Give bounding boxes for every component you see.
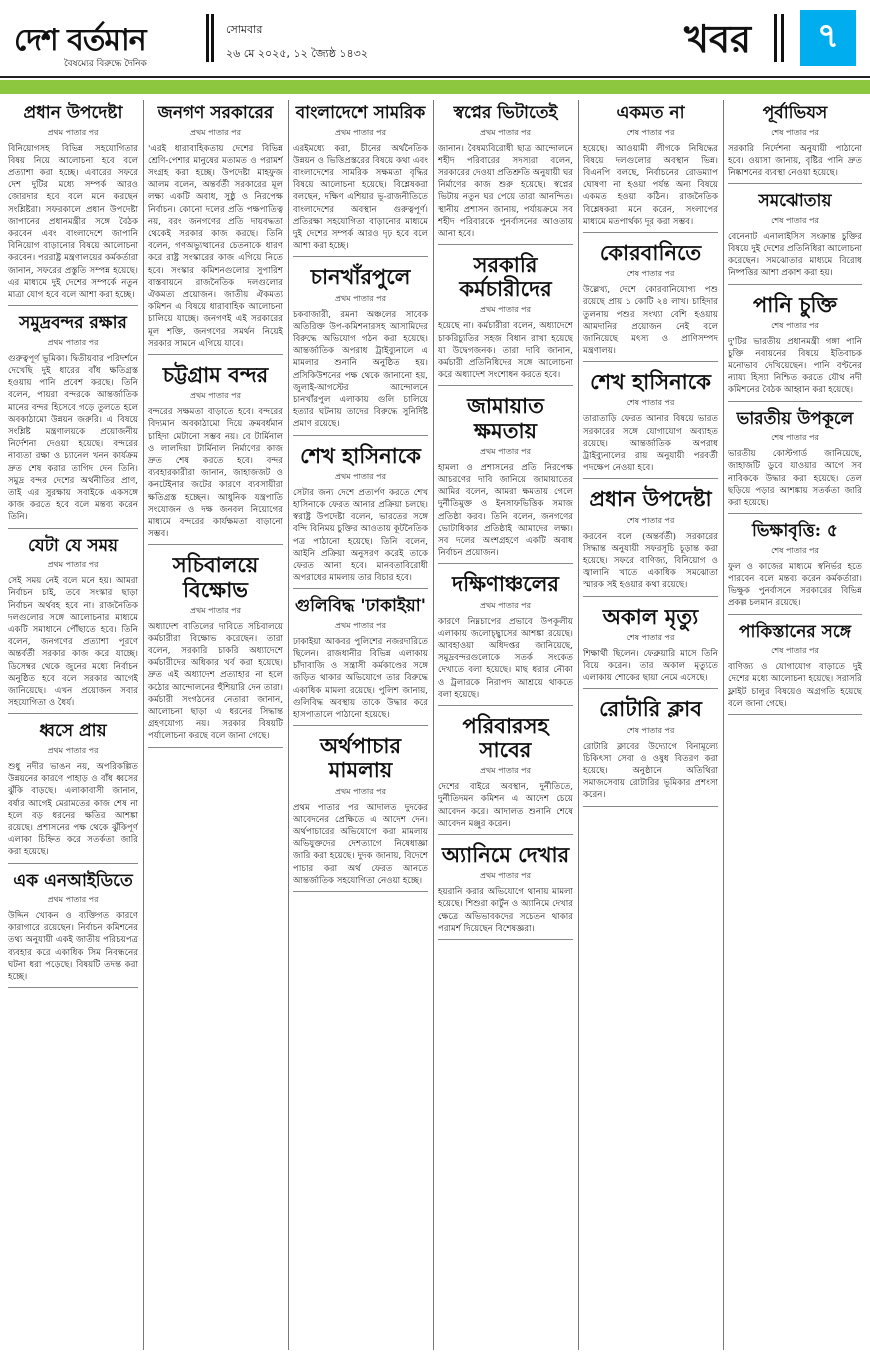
story-continuation-note: প্রথম পাতার পর (47, 127, 99, 137)
story-continuation-note: প্রথম পাতার পর (335, 471, 386, 481)
story-body: জানান। বৈষম্যবিরোধী ছাত্র আন্দোলনে শহীদ পরিবারের সদস্যরা বলেন, সরকারের দেওয়া প্রতিশ্রুতি অনুযায়ী ঘর নির্মাণের কাজ শুরু হয়েছে। স্বপ্নের ভিটায় নতুন ঘর পেয়ে তারা আনন্দিত। স্থানীয় প্রশাসন জানায়, পর্যায়ক্রমে সব শহীদ পরিবারকে পুনর্বাসনের আওতায় আনা হবে। (438, 143, 573, 239)
story-body: দু'টির ভারতীয় প্রধানমন্ত্রী গঙ্গা পানি চুক্তি নবায়নের বিষয়ে ইতিবাচক মনোভাব দেখিয়েছেন। পানি বণ্টনের ন্যায্য হিস্যা নিশ্চিত করতে যৌথ নদী কমিশনের বৈঠক আহ্বান করা হয়েছে। (728, 336, 862, 396)
story-headline[interactable]: জনগণ সরকারের (157, 103, 274, 123)
story-body: রোটারি ক্লাবের উদ্যোগে বিনামূল্যে চিকিৎসা সেবা ও ওষুধ বিতরণ করা হয়েছে। অনুষ্ঠানে অতিথিরা সমাজসেবায় রোটারির ভূমিকার প্রশংসা করেন। (583, 741, 718, 801)
column-1 (8, 102, 138, 1347)
news-story (148, 551, 283, 747)
story-divider (728, 614, 862, 615)
story-divider (728, 513, 862, 514)
news-story (438, 251, 573, 386)
news-story (293, 732, 428, 892)
story-continuation-note: শেষ পাতার পর (771, 215, 819, 225)
story-continuation-note: শেষ পাতার পর (626, 632, 675, 642)
story-divider (728, 284, 862, 285)
column-divider (433, 100, 434, 1350)
story-headline[interactable]: অর্থপাচার মামলায় (319, 733, 402, 783)
story-body: অধ্যাদেশ বাতিলের দাবিতে সচিবালয়ে কর্মচারীরা বিক্ষোভ করেছেন। তারা বলেন, সরকারি চাকরি অধ্যাদেশে কর্মচারীদের অধিকার খর্ব করা হয়েছে। দ্রুত এই অধ্যাদেশ প্রত্যাহার না হলে কঠোর আন্দোলনের হুঁশিয়ারি দেন তারা। কর্মচারী সংগঠনের নেতারা জানান, আলোচনা ছাড়া এ ধরনের সিদ্ধান্ত গ্রহণযোগ্য নয়। সরকার বিষয়টি পর্যালোচনা করছে বলে জানা গেছে। (148, 621, 283, 742)
section-title: খবর (684, 16, 752, 61)
story-body: উল্লেখ্য, দেশে কোরবানিযোগ্য পশু রয়েছে প্রায় ১ কোটি ২৪ লাখ। চাহিদার তুলনায় পশুর সংখ্যা বেশি হওয়ায় আমদানির প্রয়োজন নেই বলে জানিয়েছে মৎস্য ও প্রাণিসম্পদ মন্ত্রণালয়। (583, 285, 718, 357)
story-divider (438, 385, 573, 386)
story-headline[interactable]: পরিবারসহ সাবের (462, 712, 549, 763)
story-body: বিনিয়োগসহ বিভিন্ন সহযোগিতার বিষয় নিয়ে আলোচনা হবে বলে প্রত্যাশা করা হচ্ছে। এবারের সফরে দেশ দুটির মধ্যে সম্পর্ক আরও জোরদার হবে বলে মনে করছেন সংশ্লিষ্টরা। সফরকালে প্রধান উপদেষ্টা জাপানের প্রধানমন্ত্রীর সঙ্গে বৈঠক করবেন এবং বাংলাদেশে জাপানি বিনিয়োগ বাড়ানোর বিষয়ে আলোচনা করবেন। পররাষ্ট্র মন্ত্রণালয়ের কর্মকর্তারা জানান, সফরের প্রস্তুতি সম্পন্ন হয়েছে। এর মাধ্যমে দুই দেশের সম্পর্কে নতুন মাত্রা যোগ হবে বলে আশা করা হচ্ছে। (8, 143, 138, 300)
story-body: সেই সময় নেই বলে মনে হয়। আমরা নির্বাচন চাই, তবে সংস্কার ছাড়া নির্বাচন অর্থবহ হবে না। রাজনৈতিক দলগুলোর সঙ্গে আলোচনার মাধ্যমে একটি সমাধানে পৌঁছাতে হবে। তিনি বলেন, জনগণের প্রত্যাশা পূরণে অন্তর্বর্তী সরকার কাজ করে যাচ্ছে। ডিসেম্বর থেকে জুনের মধ্যে নির্বাচন অনুষ্ঠিত হবে বলে সরকার আগেই জানিয়েছে। এখন প্রয়োজন সবার সহযোগিতা ও ধৈর্য। (8, 576, 138, 709)
day-label: সোমবার (226, 23, 263, 36)
separator-bars (206, 14, 214, 62)
story-divider (583, 806, 718, 807)
story-continuation-note: শেষ পাতার পর (771, 646, 819, 656)
story-divider (8, 528, 138, 529)
news-story (438, 392, 573, 564)
logo-text: দেশ বর্তমান (14, 23, 146, 58)
story-divider (728, 401, 862, 402)
story-body: উদ্দিন খোকন ও ব্যক্তিগত কারণে কারাগারে রয়েছেন। নির্বাচন কমিশনের তথ্য অনুযায়ী একই জাতীয় পরিচয়পত্র ব্যবহার করে একাধিক সিম নিবন্ধনের ঘটনা ধরা পড়েছে। বিষয়টি তদন্ত করা হচ্ছে। (8, 911, 138, 983)
story-continuation-note: প্রথম পাতার পর (47, 745, 99, 755)
story-body: গুরুত্বপূর্ণ ভূমিকা। দ্বিতীয়বার পরিদর্শনে দেখেছি দুই ধারের বাঁধ ক্ষতিগ্রস্ত হওয়ায় পানি প্রবেশ করছে। তিনি বলেন, পায়রা বন্দরকে আন্তর্জাতিক মানের বন্দর হিসেবে গড়ে তুলতে হলে অবকাঠামো উন্নয়ন জরুরি। এ বিষয়ে সংশ্লিষ্ট মন্ত্রণালয়কে প্রয়োজনীয় নির্দেশনা দেওয়া হয়েছে। বন্দরের নাব্যতা রক্ষা ও চ্যানেল খনন কার্যক্রম দ্রুত শেষ করার তাগিদ দেন তিনি। সমুদ্র বন্দর দেশের অর্থনীতির প্রাণ, তাই এর সুরক্ষায় সবাইকে একসঙ্গে কাজ করতে হবে বলে মন্তব্য করেন তিনি। (8, 353, 138, 523)
story-headline[interactable]: ভারতীয় উপকূলে (736, 408, 854, 429)
column-6 (728, 102, 862, 1347)
story-continuation-note: প্রথম পাতার পর (190, 391, 241, 401)
story-divider (293, 891, 428, 892)
story-divider (583, 596, 718, 597)
story-body: শুধু নদীর ভাঙন নয়, অপরিকল্পিত উন্নয়নের কারণে পাহাড় ও বাঁধ ধ্বসের ঝুঁকি বাড়ছে। এলাকাবাসী জানান, বর্ষার আগেই মেরামতের কাজ শেষ না হলে বড় ধরনের ক্ষতির আশঙ্কা রয়েছে। প্রশাসনের পক্ষ থেকে ঝুঁকিপূর্ণ এলাকা চিহ্নিত করে সতর্কতা জারি করা হয়েছে। (8, 761, 138, 858)
story-divider (8, 713, 138, 714)
story-body: হয়েছে। আওয়ামী লীগকে নিষিদ্ধের বিষয়ে দলগুলোর অবস্থান ভিন্ন। বিএনপি বলছে, নির্বাচনের রোডম্যাপ ঘোষণা না হওয়া পর্যন্ত অন্য বিষয়ে একমত হওয়া কঠিন। রাজনৈতিক বিশ্লেষকরা মনে করেন, সংলাপের মাধ্যমে মতপার্থক্য দূর করা সম্ভব। (583, 143, 718, 227)
page-number-badge: ৭ (800, 10, 856, 66)
story-body: কারণে নিম্নচাপের প্রভাবে উপকূলীয় এলাকায় জলোচ্ছ্বাসের আশঙ্কা রয়েছে। আবহাওয়া অধিদপ্তর জানিয়েছে, সমুদ্রবন্দরগুলোকে সতর্ক সংকেত দেখাতে বলা হয়েছে। মাছ ধরার নৌকা ও ট্রলারকে নিরাপদ আশ্রয়ে থাকতে বলা হয়েছে। (438, 616, 573, 700)
story-headline[interactable]: পূর্বাভিযস (762, 103, 828, 123)
column-divider (723, 100, 724, 1350)
story-body: বেনেনাট এনালাইসিস সংক্রান্ত চুক্তির বিষয়ে দুই দেশের প্রতিনিধিরা আলোচনা করেছেন। সমঝোতার মাধ্যমে বিরোধ নিষ্পত্তির আশা প্রকাশ করা হয়। (728, 231, 862, 279)
logo-tagline: বৈষম্যের বিরুদ্ধে দৈনিক (64, 59, 147, 69)
story-headline[interactable]: সচিবালয়ে বিক্ষোভ (172, 552, 259, 602)
masthead (0, 0, 870, 78)
story-continuation-note: প্রথম পাতার পর (190, 127, 241, 137)
story-headline[interactable]: সমঝোতায় (758, 191, 832, 212)
story-continuation-note: প্রথম পাতার পর (335, 293, 386, 303)
story-headline[interactable]: চট্টগ্রাম বন্দর (162, 362, 269, 387)
story-divider (583, 361, 718, 362)
news-story (293, 442, 428, 590)
story-headline[interactable]: যেটা যে সময় (27, 535, 119, 556)
story-body: ভারতীয় কোস্টগার্ড জানিয়েছে, জাহাজটি ডুবে যাওয়ার আগে সব নাবিককে উদ্ধার করা হয়েছে। তেল ছড়িয়ে পড়ার আশঙ্কায় সতর্কতা জারি করা হয়েছে। (728, 449, 862, 509)
story-divider (8, 305, 138, 306)
story-body: 'এরই ধারাবাহিকতায় দেশের বিভিন্ন শ্রেণি-পেশার মানুষের মতামত ও পরামর্শ সংগ্রহ করা হচ্ছে। উপদেষ্টা মাহফুজ আলম বলেন, অন্তর্বর্তী সরকারের মূল লক্ষ্য একটি অবাধ, সুষ্ঠু ও নিরপেক্ষ নির্বাচন। কোনো দলের প্রতি পক্ষপাতিত্ব নয়, বরং জনগণের প্রতি দায়বদ্ধতা থেকেই সরকার কাজ করছে। তিনি বলেন, গণঅভ্যুত্থানের চেতনাকে ধারণ করে রাষ্ট্র সংস্কারের কাজ এগিয়ে নিতে হবে। সংস্কার কমিশনগুলোর সুপারিশ বাস্তবায়নে রাজনৈতিক দলগুলোর ঐকমত্য প্রয়োজন। জাতীয় ঐকমত্য কমিশন এ বিষয়ে ধারাবাহিক আলোচনা চালিয়ে যাচ্ছে। জনগণই এই সরকারের মূল শক্তি, জনগণের সমর্থন নিয়েই সরকার সামনে এগিয়ে যাবে। (148, 143, 283, 349)
story-continuation-note: শেষ পাতার পর (626, 398, 675, 408)
story-body: তারাতাড়ি ফেরত আনার বিষয়ে ভারত সরকারের সঙ্গে যোগাযোগ অব্যাহত রয়েছে। আন্তর্জাতিক অপরাধ ট্রাইব্যুনালের রায় অনুযায়ী পরবর্তী পদক্ষেপ নেওয়া হবে। (583, 414, 718, 474)
story-continuation-note: প্রথম পাতার পর (335, 127, 386, 137)
news-story (728, 621, 862, 715)
story-headline[interactable]: কোরবানিতে (599, 239, 702, 265)
column-2 (148, 102, 283, 1347)
story-continuation-note: প্রথম পাতার পর (480, 305, 531, 315)
news-story (438, 841, 573, 940)
story-divider (583, 478, 718, 479)
story-divider (148, 354, 283, 355)
date-label: ২৬ মে ২০২৫, ১২ জ্যৈষ্ঠ ১৪৩২ (226, 47, 368, 60)
story-divider (438, 244, 573, 245)
news-story (8, 870, 138, 989)
story-headline[interactable]: সরকারি কর্মচারীদের (459, 252, 552, 302)
news-story (728, 291, 862, 402)
story-continuation-note: প্রথম পাতার পর (47, 895, 99, 905)
news-story (728, 190, 862, 284)
column-divider (143, 100, 144, 1350)
story-body: চকবাজারী, রমনা অঞ্চলের সাবেক অতিরিক্ত উপ-কমিশনারসহ আসামিদের বিরুদ্ধে অভিযোগ গঠন করা হয়েছে। আন্তর্জাতিক অপরাধ ট্রাইব্যুনালে এ মামলার শুনানি অনুষ্ঠিত হয়। প্রসিকিউশনের পক্ষ থেকে জানানো হয়, জুলাই-আগস্টের আন্দোলনে চানখাঁরপুল এলাকায় গুলি চালিয়ে হত্যার ঘটনায় তাদের বিরুদ্ধে সুনির্দিষ্ট প্রমাণ রয়েছে। (293, 309, 428, 430)
column-divider (578, 100, 579, 1350)
story-headline[interactable]: স্বপ্নের ভিটাতেই (453, 103, 558, 123)
news-story (583, 239, 718, 362)
story-body: বাণিজ্য ও যোগাযোগ বাড়াতে দুই দেশের মধ্যে আলোচনা হয়েছে। সরাসরি ফ্লাইট চালুর বিষয়েও অগ্রগতি হয়েছে বলে জানা গেছে। (728, 662, 862, 709)
news-story (583, 485, 718, 596)
news-story (583, 368, 718, 479)
story-divider (728, 183, 862, 184)
story-divider (293, 588, 428, 589)
story-divider (583, 232, 718, 233)
news-story (438, 102, 573, 245)
story-continuation-note: শেষ পাতার পর (771, 320, 819, 330)
news-story (8, 720, 138, 863)
story-body: এরইমধ্যে করা, চীনের অর্থনৈতিক উন্নয়ন ও ভিত্তিপ্রস্তরের বিষয়ে কথা এবং বাংলাদেশের সামরিক সক্ষমতা বৃদ্ধির বিষয়ে আলোচনা হয়েছে। বিশ্লেষকরা বলছেন, দক্ষিণ এশিয়ার ভূ-রাজনীতিতে বাংলাদেশের অবস্থান গুরুত্বপূর্ণ। প্রতিরক্ষা সহযোগিতা বাড়ানোর মাধ্যমে দুই দেশের সম্পর্ক আরও দৃঢ় হবে বলে আশা করা হচ্ছে। (293, 143, 428, 252)
story-divider (293, 725, 428, 726)
story-body: করবেন বলে (অন্তর্বর্তী) সরকারের সিদ্ধান্ত অনুযায়ী সফরসূচি চূড়ান্ত করা হয়েছে। সফরে বাণিজ্য, বিনিয়োগ ও জ্বালানি খাতে একাধিক সমঝোতা স্মারক সই হওয়ার কথা রয়েছে। (583, 531, 718, 591)
story-headline[interactable]: চানখাঁরপুলে (310, 264, 411, 290)
news-story (8, 312, 138, 528)
story-body: সেটার জন্য দেশে প্রত্যর্পণ করতে শেখ হাসিনাকে ফেরত আনার প্রক্রিয়া চলছে। স্বরাষ্ট্র উপদেষ্টা বলেন, ভারতের সঙ্গে বন্দি বিনিময় চুক্তির আওতায় কূটনৈতিক পত্র পাঠানো হয়েছে। তিনি বলেন, আইনি প্রক্রিয়া অনুসরণ করেই তাকে ফেরত আনা হবে। মানবতাবিরোধী অপরাধের মামলায় তার বিচার হবে। (293, 487, 428, 584)
column-divider (288, 100, 289, 1350)
story-headline[interactable]: ধ্বসে প্রায় (39, 721, 107, 742)
story-body: ঢাকাইয়া আকবর পুলিশের নজরদারিতে ছিলেন। রাজধানীর বিভিন্ন এলাকায় চাঁদাবাজি ও সন্ত্রাসী কর্মকাণ্ডের সঙ্গে জড়িত থাকার অভিযোগে তার বিরুদ্ধে একাধিক মামলা রয়েছে। পুলিশ জানায়, গুলিবিদ্ধ অবস্থায় তাকে উদ্ধার করে হাসপাতালে পাঠানো হয়েছে। (293, 636, 428, 721)
story-body: হামলা ও প্রশাসনের প্রতি নিরপেক্ষ আচরণের দাবি জানিয়ে জামায়াতের আমির বলেন, আমরা ক্ষমতায় গেলে দুর্নীতিমুক্ত ও ইনসাফভিত্তিক সমাজ প্রতিষ্ঠা করব। তিনি বলেন, জনগণের ভোটাধিকার প্রতিষ্ঠাই আমাদের লক্ষ্য। সব দলের অংশগ্রহণে একটি অবাধ নির্বাচন প্রয়োজন। (438, 462, 573, 559)
section-separator (774, 14, 784, 62)
story-headline[interactable]: শেখ হাসিনাকে (590, 369, 711, 395)
story-body: শিক্ষার্থী ছিলেন। ফেব্রুয়ারি মাসে তিনি বিয়ে করেন। তার অকাল মৃত্যুতে এলাকায় শোকের ছায়া নেমে এসেছে। (583, 648, 718, 684)
story-continuation-note: শেষ পাতার পর (771, 127, 819, 137)
story-divider (438, 563, 573, 564)
story-headline[interactable]: পাকিস্তানের সঙ্গে (739, 621, 851, 642)
story-continuation-note: প্রথম পাতার পর (480, 446, 531, 456)
story-divider (293, 435, 428, 436)
story-continuation-note: প্রথম পাতার পর (190, 605, 241, 615)
news-story (8, 535, 138, 715)
story-body: হয়েছে না। কর্মচারীরা বলেন, অধ্যাদেশে চাকরিচ্যুতির সহজ বিধান রাখা হয়েছে যা উদ্বেগজনক। তারা দাবি জানান, কর্মচারী প্রতিনিধিদের সঙ্গে আলোচনা করে অধ্যাদেশ সংশোধন করতে হবে। (438, 321, 573, 381)
news-story (293, 102, 428, 257)
news-story (293, 595, 428, 726)
news-story (583, 603, 718, 690)
story-continuation-note: শেষ পাতার পর (626, 725, 675, 735)
story-continuation-note: প্রথম পাতার পর (47, 337, 99, 347)
story-continuation-note: প্রথম পাতার পর (480, 600, 531, 610)
story-body: দেশের বাইরে অবস্থান, দুর্নীতিতে, দুর্নীতিদমন কমিশন এ আদেশ চেয়ে আবেদন করে। আদালত শুনানি শেষে আবেদন মঞ্জুর করেন। (438, 782, 573, 829)
dateline (226, 18, 368, 66)
story-divider (728, 714, 862, 715)
story-headline[interactable]: ভিক্ষাবৃত্তি: ৫ (752, 521, 838, 542)
story-divider (8, 863, 138, 864)
story-continuation-note: শেষ পাতার পর (626, 515, 675, 525)
story-headline[interactable]: শেখ হাসিনাকে (300, 442, 421, 468)
story-headline[interactable]: অ্যানিমে দেখার (441, 842, 570, 868)
story-headline[interactable]: এক এনআইডিতে (13, 870, 133, 891)
story-headline[interactable]: রোটারি ক্লাব (599, 696, 702, 722)
column-3 (293, 102, 428, 1347)
story-continuation-note: শেষ পাতার পর (626, 127, 675, 137)
news-story (438, 570, 573, 706)
news-story (148, 361, 283, 545)
story-body: হয়রানি করার অভিযোগে থানায় মামলা হয়েছে। শিশুরা কার্টুন ও অ্যানিমে দেখার ক্ষেত্রে অভিভাবকদের সচেতন থাকার পরামর্শ দিয়েছেন বিশেষজ্ঞরা। (438, 887, 573, 934)
news-story (583, 102, 718, 233)
story-divider (8, 987, 138, 988)
story-continuation-note: শেষ পাতার পর (626, 269, 675, 279)
story-headline[interactable]: সমুদ্রবন্দর রক্ষার (19, 313, 127, 334)
story-continuation-note: শেষ পাতার পর (771, 433, 819, 443)
story-headline[interactable]: গুলিবিদ্ধ 'ঢাকাইয়া' (295, 596, 426, 617)
story-divider (583, 688, 718, 689)
story-divider (293, 256, 428, 257)
story-body: বন্দরের সক্ষমতা বাড়াতে হবে। বন্দরের বিদ্যমান অবকাঠামো দিয়ে ক্রমবর্ধমান চাহিদা মেটানো সম্ভব নয়। বে টার্মিনাল ও লালদিয়া টার্মিনাল নির্মাণের কাজ দ্রুত শেষ করতে হবে। বন্দর ব্যবহারকারীরা জানান, জাহাজজট ও কনটেইনার জটের কারণে ব্যবসায়ীরা ক্ষতিগ্রস্ত হচ্ছেন। আধুনিক যন্ত্রপাতি সংযোজন ও দক্ষ জনবল নিয়োগের মাধ্যমে বন্দরের কার্যক্ষমতা বাড়ানো সম্ভব। (148, 407, 283, 540)
story-headline[interactable]: অকাল মৃত্যু (602, 603, 699, 629)
story-continuation-note: প্রথম পাতার পর (480, 871, 531, 881)
story-continuation-note: প্রথম পাতার পর (480, 766, 531, 776)
column-4 (438, 102, 573, 1347)
story-body: ফুল ও কাজের মাধ্যমে স্বনির্ভর হতে পারবেন বলে মন্তব্য করেন কর্মকর্তারা। ভিক্ষুক পুনর্বাসনে সরকারের বিভিন্ন প্রকল্প চলমান রয়েছে। (728, 561, 862, 609)
story-continuation-note: প্রথম পাতার পর (335, 620, 386, 630)
story-continuation-note: শেষ পাতার পর (771, 545, 819, 555)
news-story (8, 102, 138, 306)
story-divider (438, 939, 573, 940)
news-story (728, 520, 862, 614)
story-headline[interactable]: পানি চুক্তি (753, 291, 837, 317)
story-continuation-note: প্রথম পাতার পর (335, 786, 386, 796)
story-continuation-note: প্রথম পাতার পর (480, 127, 531, 137)
story-headline[interactable]: দক্ষিণাঞ্চলের (452, 571, 559, 597)
news-story (293, 263, 428, 435)
story-headline[interactable]: প্রধান উপদেষ্টা (589, 486, 712, 512)
story-body: সরকারি নির্দেশনা অনুযায়ী পাঠানো হবে। ওয়াসা জানায়, বৃষ্টির পানি দ্রুত নিষ্কাশনের ব্যবস্থা নেওয়া হয়েছে। (728, 143, 862, 178)
story-headline[interactable]: প্রধান উপদেষ্টা (23, 103, 123, 123)
story-divider (438, 834, 573, 835)
news-story (148, 102, 283, 355)
column-5 (583, 102, 718, 1347)
news-story (728, 102, 862, 184)
news-story (728, 408, 862, 515)
story-headline[interactable]: জামায়াত ক্ষমতায় (467, 393, 544, 443)
story-divider (438, 705, 573, 706)
story-divider (148, 747, 283, 748)
story-divider (148, 544, 283, 545)
news-story (438, 712, 573, 835)
accent-bar (0, 80, 870, 94)
story-continuation-note: প্রথম পাতার পর (47, 560, 99, 570)
story-headline[interactable]: বাংলাদেশে সামরিক (295, 103, 426, 123)
news-story (583, 695, 718, 806)
story-headline[interactable]: একমত না (616, 103, 685, 123)
story-body: প্রথম পাতার পর আদালত দুদকের আবেদনের প্রেক্ষিতে এ আদেশ দেন। অর্থপাচারের অভিযোগে করা মামলায় অভিযুক্তদের দেশত্যাগে নিষেধাজ্ঞা জারি করা হয়েছে। দুদক জানায়, বিদেশে পাচার করা অর্থ ফেরত আনতে আন্তর্জাতিক সহযোগিতা নেওয়া হচ্ছে। (293, 802, 428, 886)
